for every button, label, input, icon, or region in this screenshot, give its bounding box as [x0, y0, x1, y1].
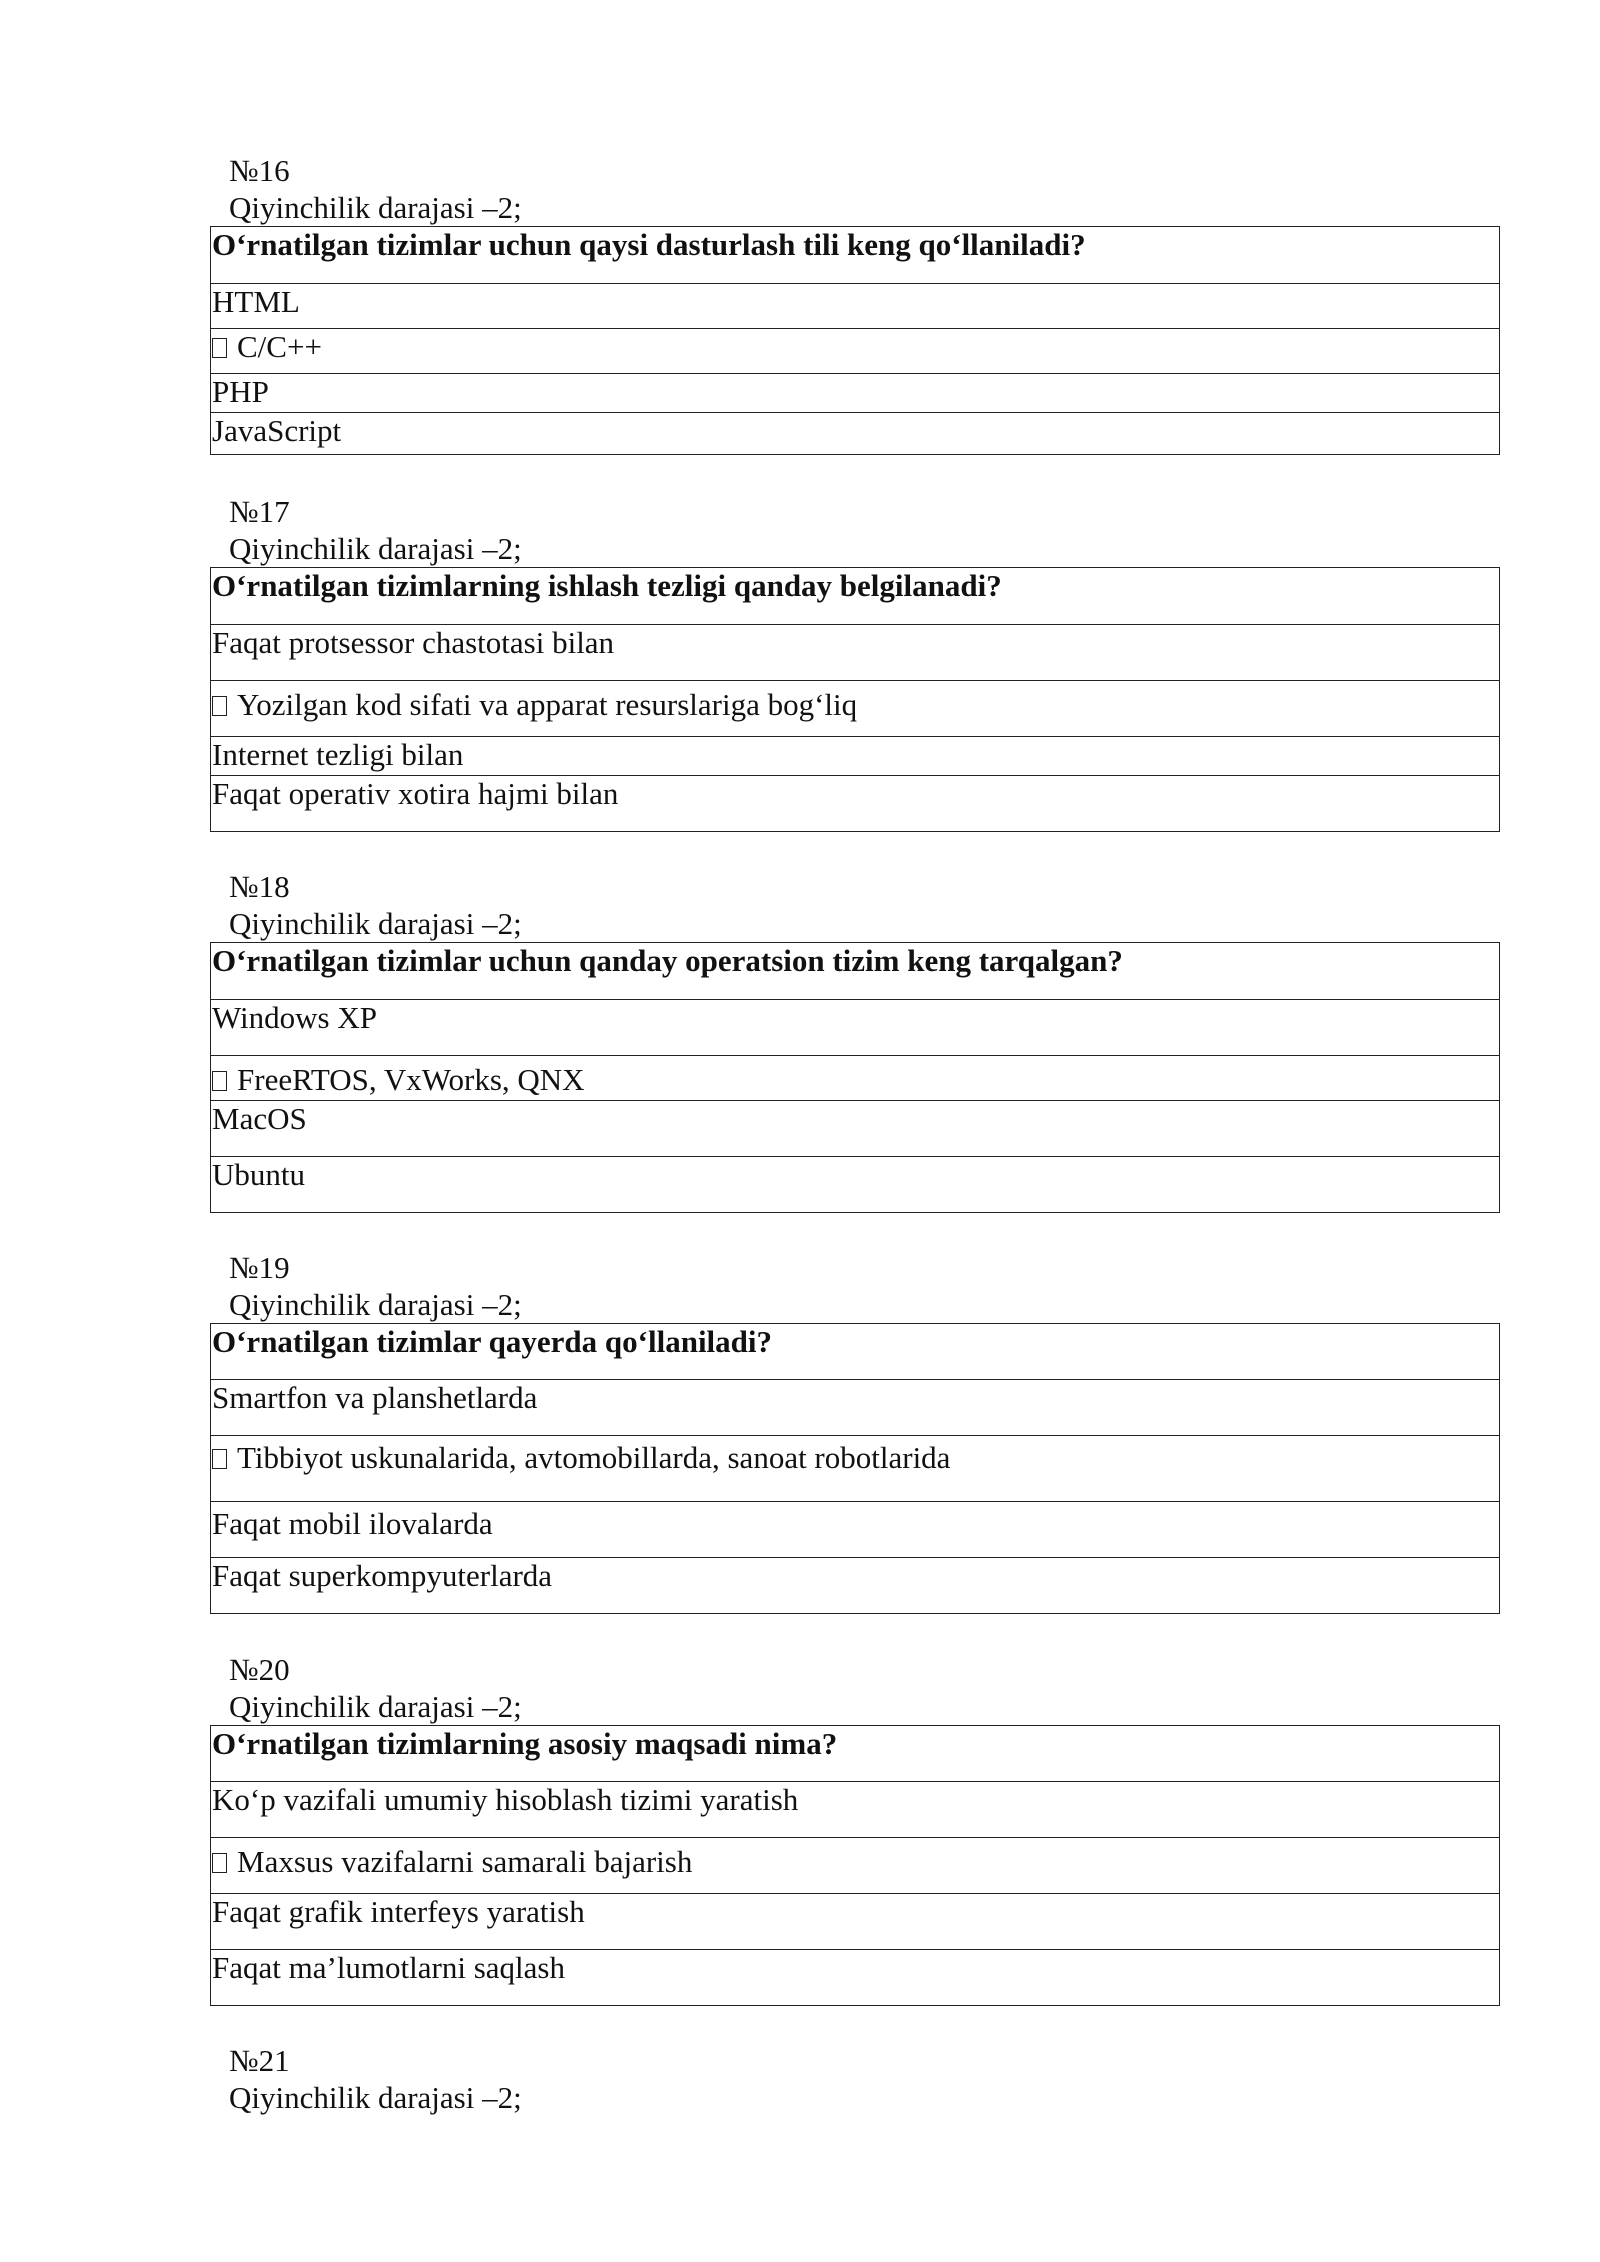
answer-option: Faqat grafik interfeys yaratish: [211, 1894, 1500, 1950]
difficulty-level: Qiyinchilik darajasi –2;: [229, 2080, 522, 2115]
question-text: O‘rnatilgan tizimlar uchun qaysi dasturlash tili keng qo‘llaniladi?: [211, 227, 1500, 284]
answer-option: Windows XP: [211, 1000, 1500, 1056]
answer-option: MacOS: [211, 1101, 1500, 1157]
answer-option-correct: Tibbiyot uskunalarida, avtomobillarda, sanoat robotlarida: [211, 1436, 1500, 1502]
answer-option: Smartfon va planshetlarda: [211, 1380, 1500, 1436]
question-block-20: [210, 1651, 1500, 2006]
question-text: O‘rnatilgan tizimlarning ishlash tezligi qanday belgilanadi?: [211, 568, 1500, 625]
question-block-21: [210, 2042, 1500, 2116]
question-table: [210, 942, 1500, 1213]
answer-option: PHP: [211, 374, 1500, 413]
answer-option: Faqat mobil ilovalarda: [211, 1502, 1500, 1558]
answer-option: Faqat superkompyuterlarda: [211, 1558, 1500, 1614]
answer-option: JavaScript: [211, 413, 1500, 455]
difficulty-level: Qiyinchilik darajasi –2;: [229, 1689, 522, 1724]
question-table: [210, 1725, 1500, 2006]
question-table: [210, 1323, 1500, 1614]
difficulty-level: Qiyinchilik darajasi –2;: [229, 531, 522, 566]
question-text: O‘rnatilgan tizimlar qayerda qo‘llaniladi?: [211, 1324, 1500, 1380]
question-number: №21: [229, 2043, 290, 2078]
answer-option-correct: FreeRTOS, VxWorks, QNX: [211, 1056, 1500, 1101]
answer-option: Faqat protsessor chastotasi bilan: [211, 625, 1500, 681]
question-number: №19: [229, 1250, 290, 1285]
answer-option: HTML: [211, 284, 1500, 329]
question-number: №18: [229, 869, 290, 904]
question-number: №17: [229, 494, 290, 529]
question-text: O‘rnatilgan tizimlar uchun qanday operatsion tizim keng tarqalgan?: [211, 943, 1500, 1000]
checkbox-square-icon: [212, 1071, 227, 1091]
answer-option: Faqat operativ xotira hajmi bilan: [211, 776, 1500, 832]
question-table: [210, 567, 1500, 832]
checkbox-square-icon: [212, 1853, 227, 1873]
question-text: O‘rnatilgan tizimlarning asosiy maqsadi nima?: [211, 1726, 1500, 1782]
question-block-16: [210, 152, 1500, 455]
answer-option: Internet tezligi bilan: [211, 737, 1500, 776]
checkbox-square-icon: [212, 696, 227, 716]
answer-option-correct: Maxsus vazifalarni samarali bajarish: [211, 1838, 1500, 1894]
answer-option: Ko‘p vazifali umumiy hisoblash tizimi yaratish: [211, 1782, 1500, 1838]
checkbox-square-icon: [212, 338, 227, 358]
answer-option: Ubuntu: [211, 1157, 1500, 1213]
question-number: №16: [229, 153, 290, 188]
question-block-17: [210, 493, 1500, 832]
checkbox-square-icon: [212, 1449, 227, 1469]
answer-option-correct: C/C++: [211, 329, 1500, 374]
question-number: №20: [229, 1652, 290, 1687]
difficulty-level: Qiyinchilik darajasi –2;: [229, 906, 522, 941]
question-table: [210, 226, 1500, 455]
question-block-19: [210, 1249, 1500, 1614]
difficulty-level: Qiyinchilik darajasi –2;: [229, 190, 522, 225]
answer-option-correct: Yozilgan kod sifati va apparat resurslariga bog‘liq: [211, 681, 1500, 737]
answer-option: Faqat ma’lumotlarni saqlash: [211, 1950, 1500, 2006]
difficulty-level: Qiyinchilik darajasi –2;: [229, 1287, 522, 1322]
question-block-18: [210, 868, 1500, 1213]
